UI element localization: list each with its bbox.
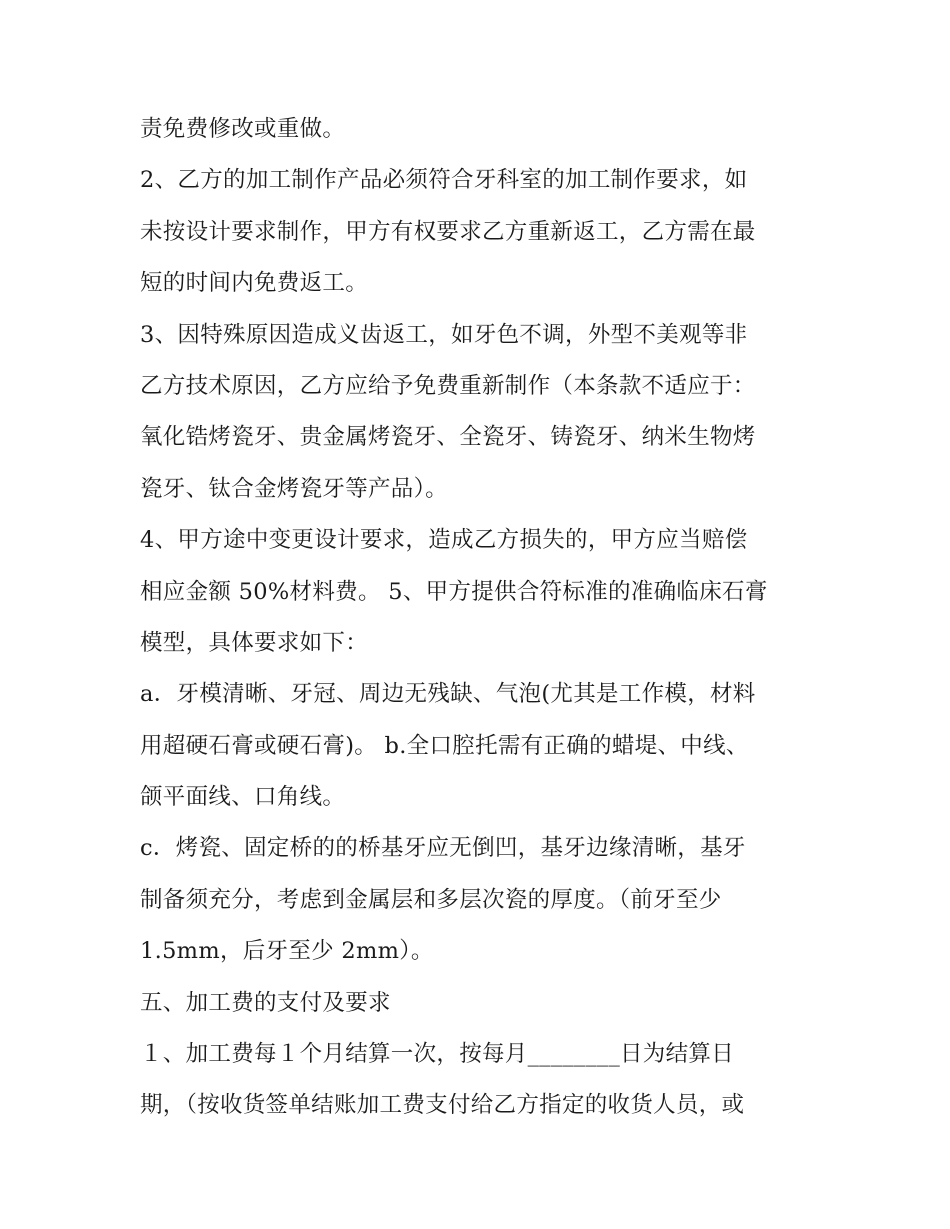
text-line: 短的时间内免费返工。 [140, 270, 369, 297]
text-line: 瓷牙、钛合金烤瓷牙等产品）。 [140, 475, 448, 502]
text-line: 期，（按收货签单结账加工费支付给乙方指定的收货人员，或 [140, 1092, 745, 1119]
text-line: 氧化锆烤瓷牙、贵金属烤瓷牙、全瓷牙、铸瓷牙、纳米生物烤 [140, 424, 756, 451]
text-line: 模型，具体要求如下： [140, 629, 369, 656]
document-body [140, 104, 830, 1132]
text-line: 2、乙方的加工制作产品必须符合牙科室的加工制作要求，如 [140, 167, 748, 194]
text-line: 相应金额 50%材料费。 5、甲方提供合符标准的准确临床石膏 [140, 578, 768, 605]
text-line: 责免费修改或重做。 [140, 116, 346, 142]
text-line: c．烤瓷、固定桥的的桥基牙应无倒凹，基牙边缘清晰，基牙 [140, 835, 746, 862]
text-line: 1.5mm，后牙至少 2mm）。 [140, 938, 434, 965]
text-line: 用超硬石膏或硬石膏)。 b.全口腔托需有正确的蜡堤、中线、 [140, 732, 749, 759]
text-line: 制备须充分，考虑到金属层和多层次瓷的厚度。（前牙至少 [140, 886, 722, 913]
text-line: 未按设计要求制作，甲方有权要求乙方重新返工，乙方需在最 [140, 218, 756, 245]
text-line: 乙方技术原因，乙方应给予免费重新制作（本条款不适应于： [140, 372, 756, 399]
text-line: a．牙模清晰、牙冠、周边无残缺、气泡(尤其是工作模，材料 [140, 681, 756, 708]
section-heading: 五、加工费的支付及要求 [140, 989, 391, 1016]
text-line: 颌平面线、口角线。 [140, 784, 346, 811]
text-line: 4、甲方途中变更设计要求，造成乙方损失的，甲方应当赔偿 [140, 527, 748, 554]
text-line: １、加工费每１个月结算一次，按每月________日为结算日 [140, 1041, 735, 1068]
text-line: 3、因特殊原因造成义齿返工，如牙色不调，外型不美观等非 [140, 321, 748, 348]
